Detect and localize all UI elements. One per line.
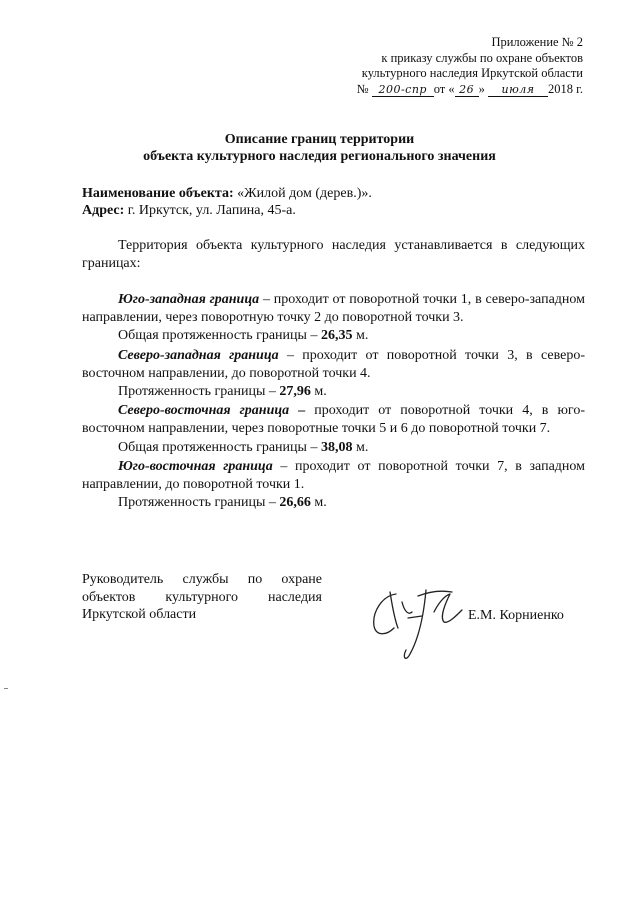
boundary-text: – проходит от поворотной точки 1, в северо-западном направлении, через поворотную точку 2 до поворотной точки 3.	[82, 292, 586, 326]
object-info	[82, 185, 582, 219]
object-name-label: Наименование объекта:	[82, 186, 234, 201]
boundary-text: – проходит от поворотной точки 3, в северо-восточном направлении, до поворотной точки 4.	[82, 347, 585, 381]
length-label: Протяженность границы –	[118, 384, 280, 400]
length-label: Общая протяженность границы –	[118, 439, 321, 455]
object-address-value: г. Иркутск, ул. Лапина, 45-а.	[124, 203, 296, 218]
length-value: 26,35	[320, 328, 353, 344]
signatory-position	[82, 571, 322, 624]
order-month: июля	[488, 83, 548, 97]
boundary-name: Северо-западная граница	[118, 347, 279, 363]
intro-text: Территория объекта культурного наследия устанавливается в следующих границах:	[82, 238, 585, 272]
boundary-name: Северо-восточная граница –	[118, 403, 306, 419]
object-address-label: Адрес:	[82, 203, 125, 218]
appendix-order-ref: к приказу службы по охране объектов	[381, 50, 583, 65]
boundary-length	[82, 327, 585, 345]
object-name-row	[82, 185, 582, 202]
boundary-length	[82, 383, 585, 401]
length-value: 38,08	[320, 439, 353, 455]
from-label: от «	[433, 81, 455, 96]
appendix-authority: культурного наследия Иркутской области	[361, 66, 583, 80]
length-label: Общая протяженность границы –	[118, 328, 321, 344]
boundary-description	[82, 402, 585, 438]
handwritten-signature	[368, 582, 468, 664]
day-close-quote: »	[478, 81, 485, 96]
boundary-length	[82, 494, 585, 512]
length-unit: м.	[352, 328, 369, 344]
length-value: 26,66	[279, 495, 311, 511]
order-day: 26	[455, 83, 479, 97]
boundary-name: Юго-западная граница	[118, 292, 260, 307]
number-sign: №	[356, 81, 369, 96]
intro-paragraph	[82, 237, 585, 273]
boundary-text: проходит от поворотной точки 4, в юго-восточном направлении, через поворотные точки 5 и 6 до поворотной точки 7.	[82, 403, 585, 437]
length-value: 27,96	[279, 384, 311, 400]
length-unit: м.	[310, 495, 327, 511]
length-unit: м.	[310, 384, 327, 400]
appendix-header	[357, 35, 583, 97]
boundaries-section	[82, 291, 585, 513]
boundary-description	[82, 291, 585, 327]
boundary-name: Юго-восточная граница	[118, 458, 273, 474]
length-label: Протяженность границы –	[118, 495, 280, 511]
boundary-description	[82, 347, 585, 383]
boundary-description	[82, 458, 585, 494]
position-line-1: Руководитель службы по охране	[82, 572, 322, 587]
title-line-1: Описание границ территории	[224, 132, 415, 147]
appendix-title: Приложение № 2	[491, 35, 583, 49]
order-number: 200-спр	[372, 83, 434, 97]
position-line-3: Иркутской области	[82, 607, 197, 622]
position-line-2: объектов культурного наследия	[82, 589, 322, 605]
boundary-length	[82, 439, 585, 457]
signatory-name: Е.М. Корниенко	[468, 608, 564, 623]
object-name-value: «Жилой дом (дерев.)».	[233, 186, 372, 201]
title-line-2: объекта культурного наследия регионального значения	[143, 149, 496, 164]
boundary-text: – проходит от поворотной точки 7, в западном направлении, до поворотной точки 1.	[82, 458, 585, 493]
appendix-order-details	[357, 82, 583, 98]
order-year: 2018 г.	[548, 81, 583, 96]
length-unit: м.	[352, 439, 369, 455]
object-address-row	[82, 202, 582, 219]
scan-edge-mark	[4, 688, 8, 689]
document-title	[0, 131, 639, 165]
